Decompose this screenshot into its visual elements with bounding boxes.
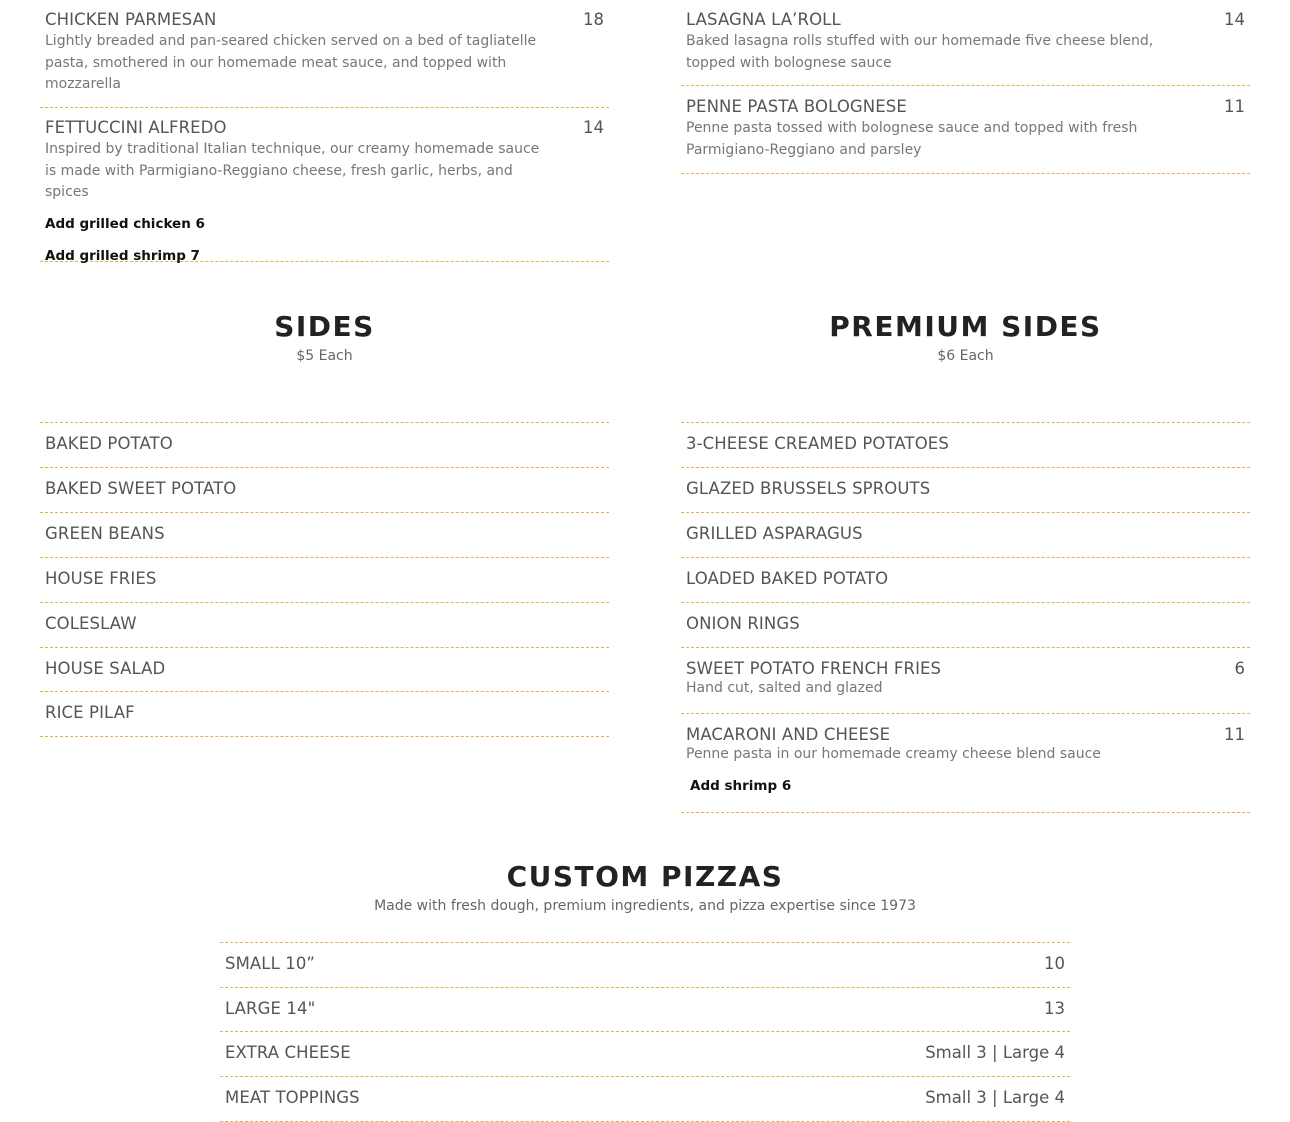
premium-side-item <box>681 513 1250 558</box>
item-name: PENNE PASTA BOLOGNESE <box>686 97 907 116</box>
premium-sides-list <box>681 423 1250 813</box>
sides-title: SIDES <box>274 310 375 343</box>
item-price: 18 <box>583 10 604 29</box>
item-price: 14 <box>1224 10 1245 29</box>
premium-sides-subtitle: $6 Each <box>937 348 994 364</box>
side-item <box>40 648 609 692</box>
item-price: 6 <box>1234 659 1245 678</box>
item-name: GREEN BEANS <box>45 524 165 543</box>
side-item <box>40 603 609 648</box>
premium-side-item <box>681 468 1250 513</box>
side-item <box>40 558 609 603</box>
item-price: 13 <box>1044 999 1065 1018</box>
premium-side-item <box>681 423 1250 468</box>
item-name: HOUSE FRIES <box>45 569 157 588</box>
sides-list <box>40 423 609 737</box>
item-price: 10 <box>1044 954 1065 973</box>
side-item <box>40 513 609 558</box>
item-name: LOADED BAKED POTATO <box>686 569 889 588</box>
pizza-item <box>220 1032 1070 1077</box>
item-price: 14 <box>583 118 604 137</box>
item-name: BAKED POTATO <box>45 434 173 453</box>
item-name: GRILLED ASPARAGUS <box>686 524 863 543</box>
item-name: LARGE 14" <box>225 999 316 1018</box>
menu-item-lasagna-laroll <box>681 0 1250 86</box>
item-price: Small 3 | Large 4 <box>925 1088 1065 1107</box>
item-description: Lightly breaded and pan-seared chicken served on a bed of tagliatelle pasta, smothered in our homemade meat sauce, and topped with mozzarella <box>45 33 537 92</box>
item-name: LASAGNA LA’ROLL <box>686 10 841 29</box>
pizza-item <box>220 943 1070 988</box>
item-name: SWEET POTATO FRENCH FRIES <box>686 659 942 678</box>
pizza-item <box>220 988 1070 1032</box>
premium-side-item <box>681 558 1250 603</box>
item-description: Inspired by traditional Italian technique, our creamy homemade sauce is made with Parmigiano-Reggiano cheese, fresh garlic, herbs, and spices <box>45 141 540 200</box>
pizza-price-list <box>220 943 1070 1122</box>
item-price: Small 3 | Large 4 <box>925 1043 1065 1062</box>
premium-side-item <box>681 603 1250 648</box>
item-name: HOUSE SALAD <box>45 659 166 678</box>
item-name: MACARONI AND CHEESE <box>686 725 891 744</box>
premium-sides-title: PREMIUM SIDES <box>829 310 1102 343</box>
item-name: EXTRA CHEESE <box>225 1043 351 1062</box>
item-description: Hand cut, salted and glazed <box>686 680 883 696</box>
pizzas-title: CUSTOM PIZZAS <box>506 860 784 893</box>
menu-item-macaroni-and-cheese <box>681 714 1250 813</box>
item-name: RICE PILAF <box>45 703 135 722</box>
item-description: Baked lasagna rolls stuffed with our homemade five cheese blend, topped with bolognese sauce <box>686 33 1154 71</box>
menu-item-chicken-parmesan <box>40 0 609 108</box>
menu-item-penne-bolognese <box>681 86 1250 174</box>
side-item <box>40 423 609 468</box>
item-name: SMALL 10” <box>225 954 316 973</box>
item-name: FETTUCCINI ALFREDO <box>45 118 227 137</box>
side-item <box>40 468 609 513</box>
menu-item-sweet-potato-fries <box>681 648 1250 714</box>
item-name: MEAT TOPPINGS <box>225 1088 360 1107</box>
pasta-list-left <box>40 0 609 262</box>
item-name: CHICKEN PARMESAN <box>45 10 217 29</box>
item-price: 11 <box>1224 725 1245 744</box>
item-description: Penne pasta tossed with bolognese sauce and topped with fresh Parmigiano-Reggiano and parsley <box>686 120 1138 158</box>
item-name: COLESLAW <box>45 614 137 633</box>
item-description: Penne pasta in our homemade creamy cheese blend sauce <box>686 746 1101 762</box>
pizza-item <box>220 1077 1070 1122</box>
item-name: GLAZED BRUSSELS SPROUTS <box>686 479 931 498</box>
addon-grilled-shrimp: Add grilled shrimp 7 <box>45 247 200 264</box>
sides-subtitle: $5 Each <box>296 348 353 364</box>
addon-grilled-chicken: Add grilled chicken 6 <box>45 215 205 232</box>
addon-shrimp: Add shrimp 6 <box>690 777 792 794</box>
side-item <box>40 692 609 737</box>
item-name: 3-CHEESE CREAMED POTATOES <box>686 434 949 453</box>
pasta-list-right <box>681 0 1250 174</box>
item-name: ONION RINGS <box>686 614 800 633</box>
menu-item-fettuccini-alfredo <box>40 108 609 262</box>
item-price: 11 <box>1224 97 1245 116</box>
item-name: BAKED SWEET POTATO <box>45 479 237 498</box>
pizzas-subtitle: Made with fresh dough, premium ingredients, and pizza expertise since 1973 <box>374 898 916 914</box>
